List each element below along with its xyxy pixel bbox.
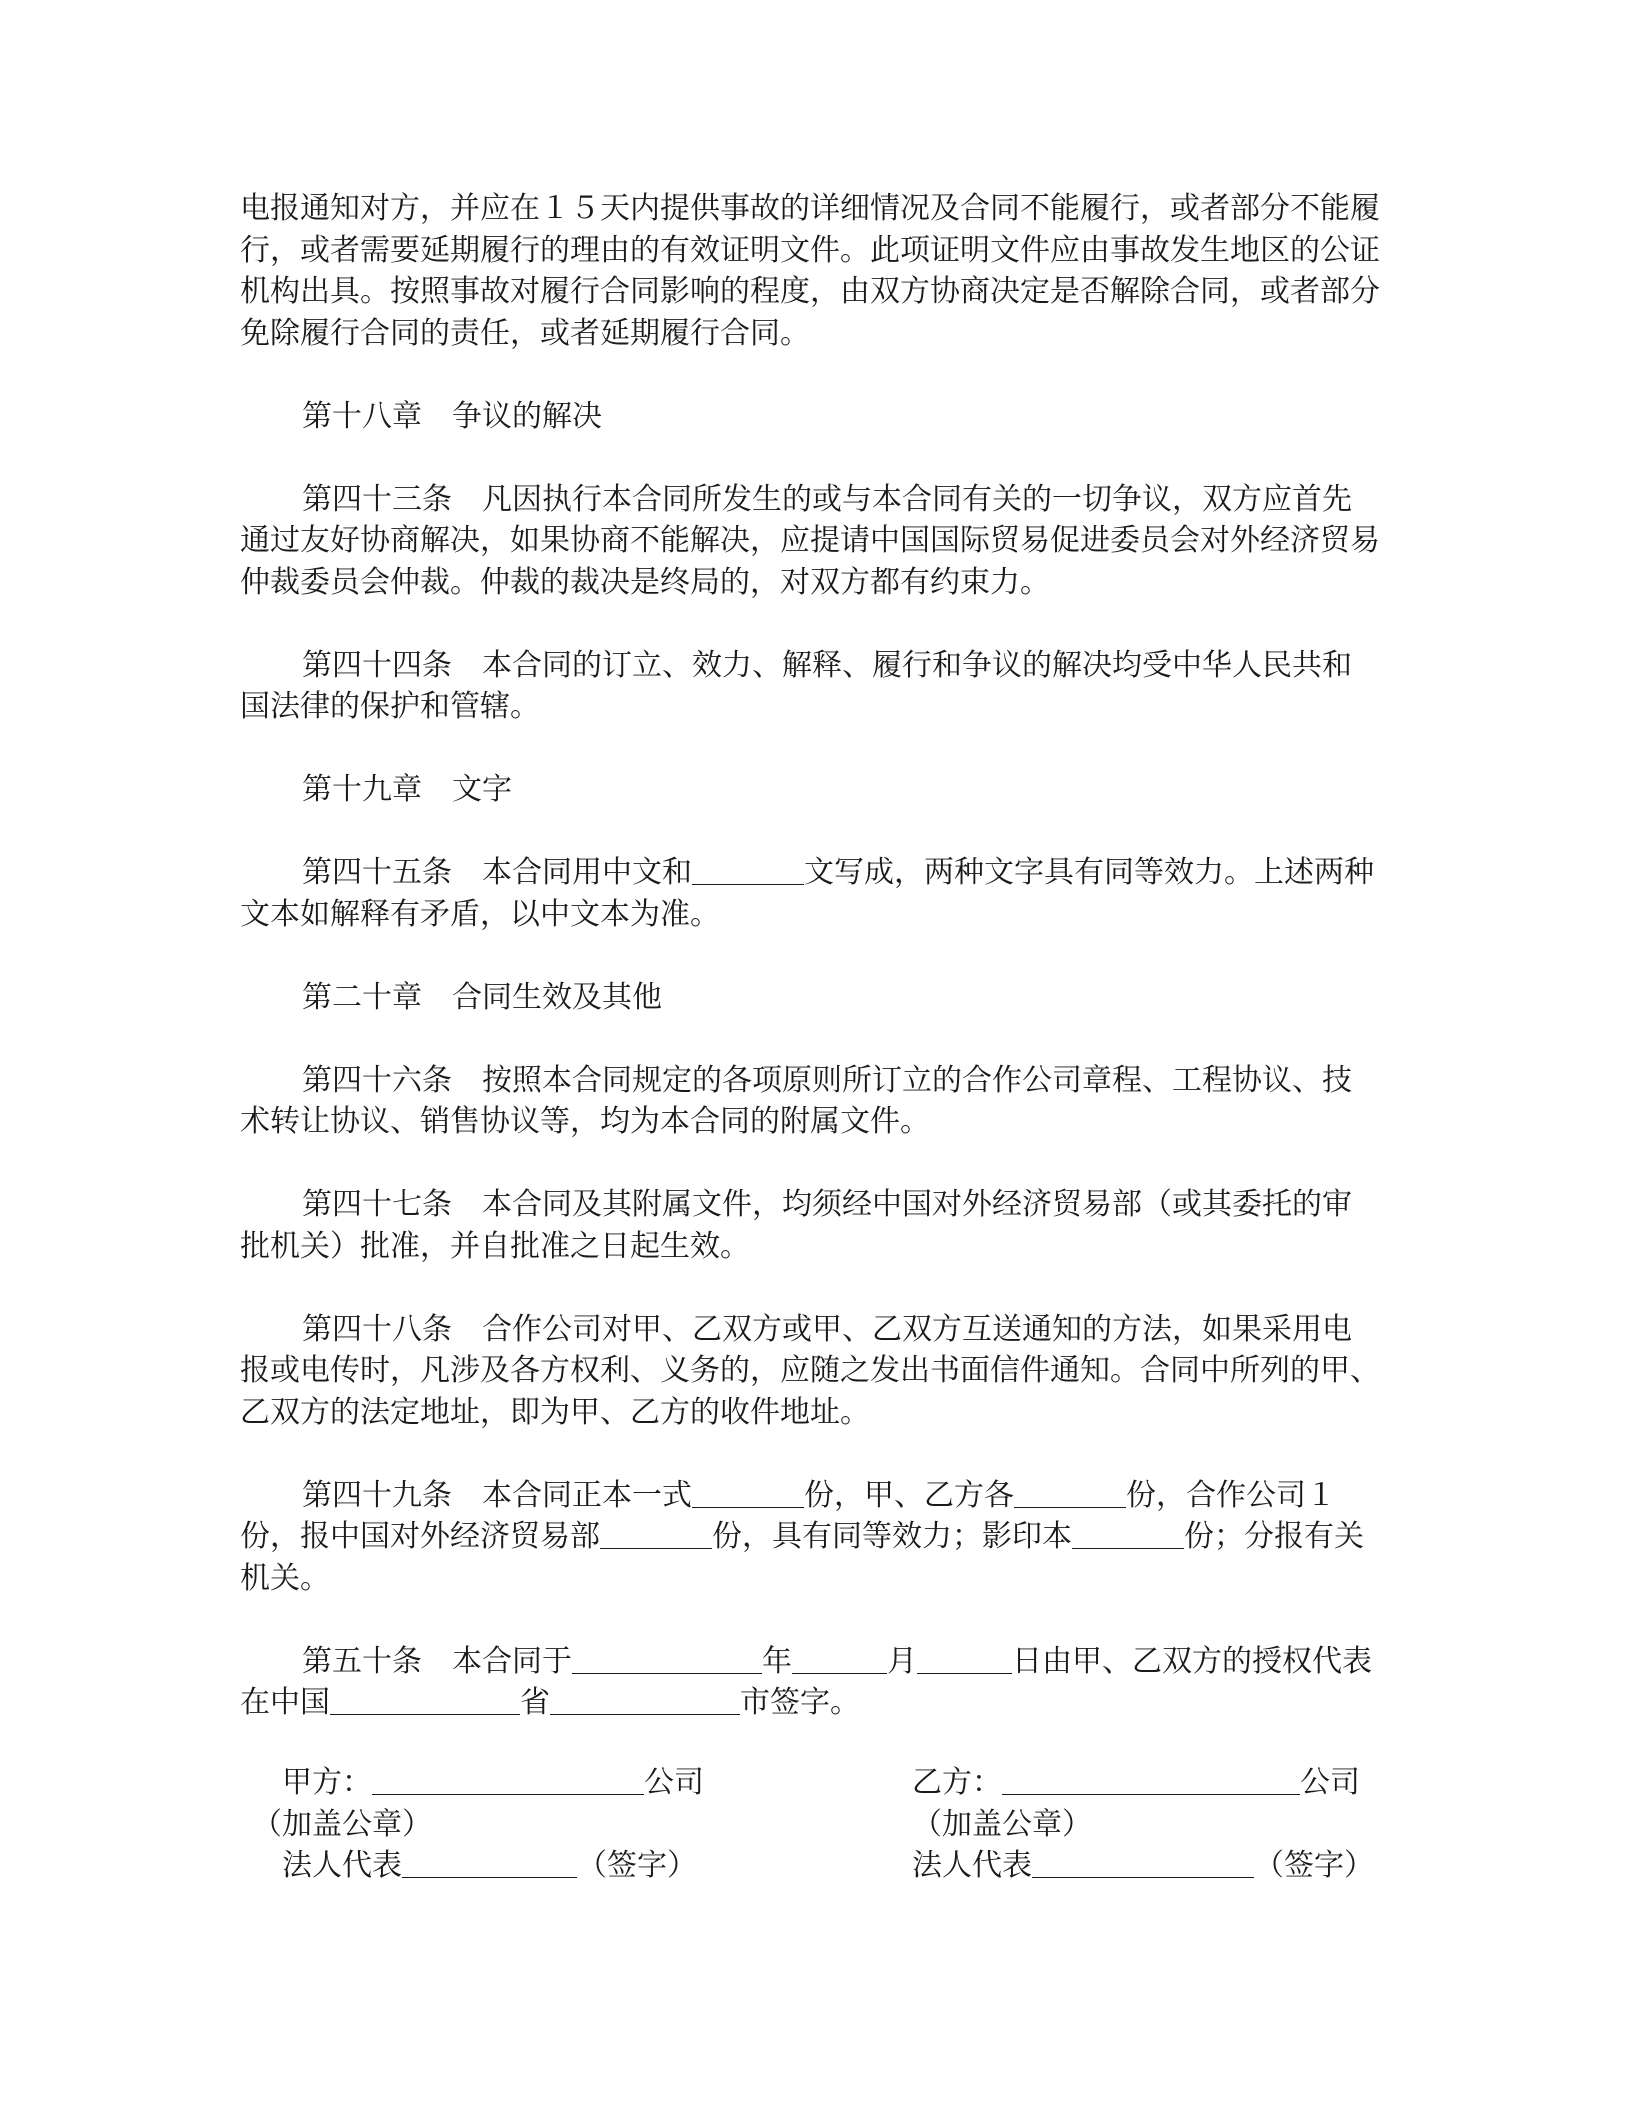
article-50-text-3: 月 [887, 1643, 917, 1679]
month-blank [792, 1642, 887, 1674]
party-a-rep-label: 法人代表 [282, 1848, 402, 1883]
party-a-label: 甲方： [282, 1765, 372, 1800]
party-a-sign-note: （签字） [577, 1848, 697, 1883]
article-45-text-1: 第四十五条 本合同用中文和 [302, 855, 692, 890]
party-a-signature-block [252, 1762, 842, 1887]
article-49-text-3: 份，合作公司１份，报中国对外经济贸易部 [240, 1477, 1336, 1554]
article-49-text-5: 份；分报有关机关。 [240, 1519, 1364, 1596]
article-49-text-2: 份，甲、乙方各 [804, 1477, 1014, 1513]
article-50-text-1: 第五十条 本合同于 [302, 1643, 572, 1679]
paragraph-force-majeure-continued: 电报通知对方，并应在１５天内提供事故的详细情况及合同不能履行，或者部分不能履行，或者需要延期履行的理由的有效证明文件。此项证明文件应由事故发生地区的公证机构出具。按照事故对履行合同影响的程度，由双方协商决定是否解除合同，或者部分免除履行合同的责任，或者延期履行合同。 [240, 191, 1380, 351]
party-a-rep-blank [402, 1846, 577, 1878]
party-b-seal-note: （加盖公章） [912, 1806, 1092, 1842]
day-blank [917, 1642, 1012, 1674]
article-43: 第四十三条 凡因执行本合同所发生的或与本合同有关的一切争议，双方应首先通过友好协商解决，如果协商不能解决，应提请中国国际贸易促进委员会对外经济贸易仲裁委员会仲裁。仲裁的裁决是终局的，对双方都有约束力。 [240, 481, 1380, 600]
party-b-rep-blank [1032, 1846, 1254, 1878]
city-blank [550, 1683, 740, 1715]
language-blank [692, 853, 804, 885]
article-45-text-2: 文写成，两种文字具有同等效力。上述两种文本如解释有矛盾，以中文本为准。 [240, 855, 1374, 932]
party-a-company-suffix: 公司 [644, 1765, 704, 1800]
article-49 [240, 1475, 1380, 1600]
copies-photocopy-blank [1072, 1517, 1184, 1549]
article-46: 第四十六条 按照本合同规定的各项原则所订立的合作公司章程、工程协议、技术转让协议、销售协议等，均为本合同的附属文件。 [240, 1062, 1352, 1139]
article-44: 第四十四条 本合同的订立、效力、解释、履行和争议的解决均受中华人民共和国法律的保护和管辖。 [240, 647, 1352, 724]
year-blank [572, 1642, 762, 1674]
copies-total-blank [692, 1476, 804, 1508]
party-a-company-blank [372, 1763, 644, 1795]
article-49-text-1: 第四十九条 本合同正本一式 [302, 1477, 692, 1513]
article-48: 第四十八条 合作公司对甲、乙双方或甲、乙双方互送通知的方法，如果采用电报或电传时，凡涉及各方权利、义务的，应随之发出书面信件通知。合同中所列的甲、乙双方的法定地址，即为甲、乙方的收件地址。 [240, 1311, 1380, 1430]
copies-ministry-blank [600, 1517, 712, 1549]
party-b-label: 乙方： [912, 1765, 1002, 1800]
party-b-signature-block [912, 1762, 1392, 1887]
article-47: 第四十七条 本合同及其附属文件，均须经中国对外经济贸易部（或其委托的审批机关）批准，并自批准之日起生效。 [240, 1187, 1352, 1264]
chapter-20-heading: 第二十章 合同生效及其他 [302, 979, 662, 1015]
article-50-text-4: 日由甲、乙双方的授权代表在中国 [240, 1643, 1372, 1720]
contract-body [240, 188, 1380, 1724]
party-b-company-blank [1002, 1763, 1300, 1795]
article-50-text-6: 市签字。 [740, 1685, 860, 1720]
party-b-sign-note: （签字） [1254, 1848, 1374, 1883]
article-45 [240, 852, 1380, 935]
chapter-19-heading: 第十九章 文字 [302, 772, 512, 807]
article-49-text-4: 份，具有同等效力；影印本 [712, 1519, 1072, 1554]
province-blank [330, 1683, 520, 1715]
party-a-seal-note: （加盖公章） [252, 1806, 432, 1842]
party-b-rep-label: 法人代表 [912, 1848, 1032, 1883]
article-50-text-2: 年 [762, 1643, 792, 1679]
chapter-18-heading: 第十八章 争议的解决 [302, 398, 602, 434]
article-50-text-5: 省 [520, 1685, 550, 1720]
article-50 [240, 1641, 1380, 1724]
copies-each-blank [1014, 1476, 1126, 1508]
party-b-company-suffix: 公司 [1300, 1765, 1360, 1800]
